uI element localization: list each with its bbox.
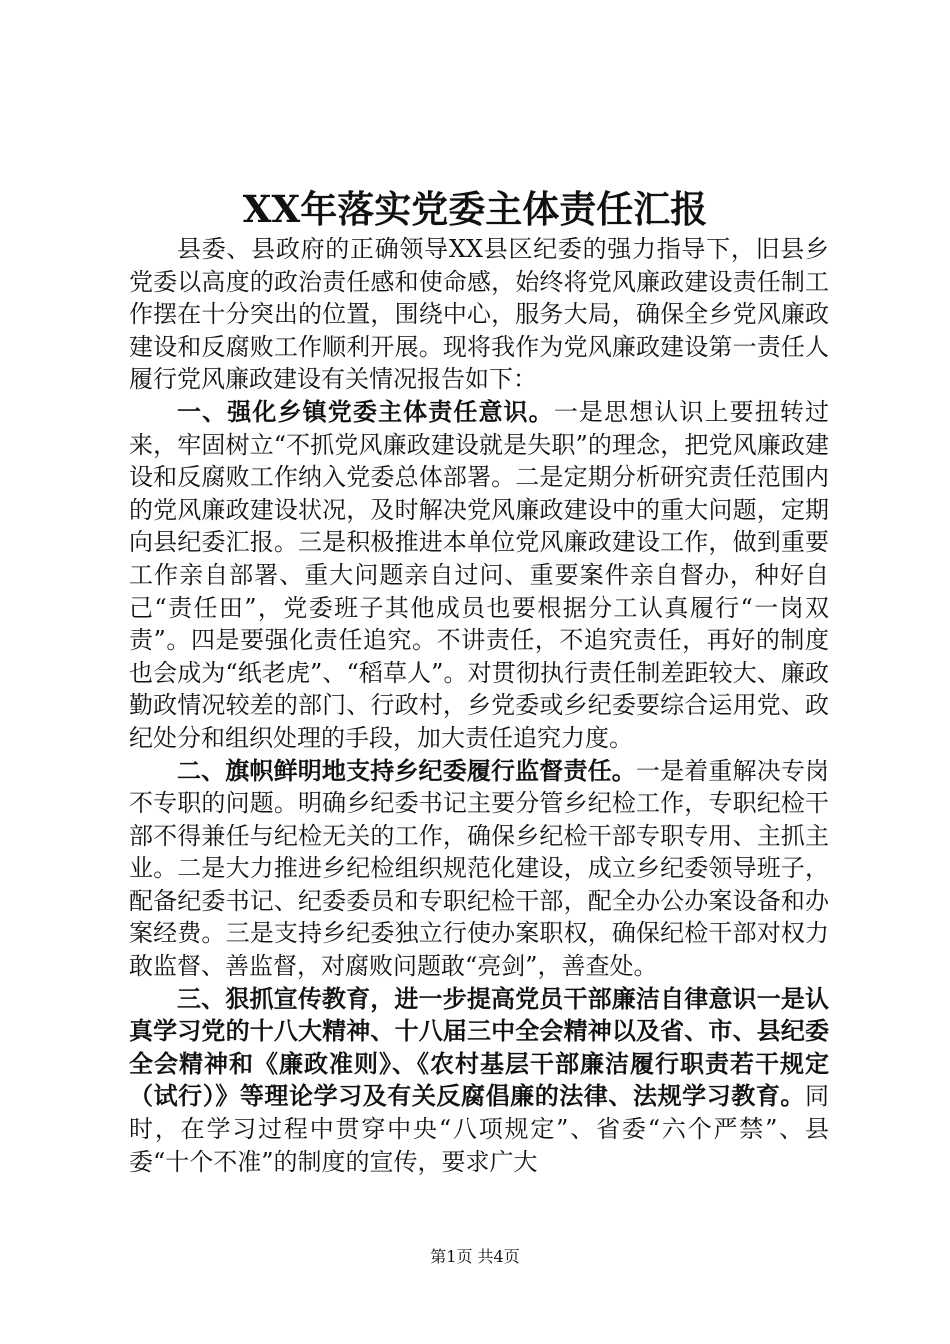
section-3-heading: 三、狠抓宣传教育，进一步提高党员干部廉洁自律意识一是认真学习党的十八大精神、十八届三中全会精神以及省、市、县纪委全会精神和《廉政准则》、《农村基层干部廉洁履行职责若干规定（试行）》等理论学习及有关反腐倡廉的法律、法规学习教育。 bbox=[129, 983, 829, 1111]
document-body bbox=[129, 233, 829, 1178]
section-3-body: 同时，在学习过程中贯穿中央“八项规定”、省委“六个严禁”、县委“十个不准”的制度的宣传，要求广大 bbox=[129, 1082, 829, 1176]
section-2-heading: 二、旗帜鲜明地支持乡纪委履行监督责任。 bbox=[177, 755, 636, 785]
section-3-paragraph bbox=[129, 983, 829, 1179]
section-1-heading: 一、强化乡镇党委主体责任意识。 bbox=[177, 396, 554, 426]
section-2-body: 一是着重解决专岗不专职的问题。明确乡纪委书记主要分管乡纪检工作，专职纪检干部不得兼任与纪检无关的工作，确保乡纪检干部专职专用、主抓主业。二是大力推进乡纪检组织规范化建设，成立乡纪委领导班子，配备纪委书记、纪委委员和专职纪检干部，配全办公办案设备和办案经费。三是支持乡纪委独立行使办案职权，确保纪检干部对权力敢监督、善监督，对腐败问题敢“亮剑”，善查处。 bbox=[129, 756, 829, 981]
section-1-body: 一是思想认识上要扭转过来，牢固树立“不抓党风廉政建设就是失职”的理念，把党风廉政建设和反腐败工作纳入党委总体部署。二是定期分析研究责任范围内的党风廉政建设状况，及时解决党风廉政建设中的重大问题，定期向县纪委汇报。三是积极推进本单位党风廉政建设工作，做到重要工作亲自部署、重大问题亲自过问、重要案件亲自督办，种好自己“责任田”，党委班子其他成员也要根据分工认真履行“一岗双责”。四是要强化责任追究。不讲责任，不追究责任，再好的制度也会成为“纸老虎”、“稻草人”。对贯彻执行责任制差距较大、廉政勤政情况较差的部门、行政村，乡党委或乡纪委要综合运用党、政纪处分和组织处理的手段，加大责任追究力度。 bbox=[129, 397, 830, 752]
page-number-footer: 第1页 共4页 bbox=[430, 1247, 520, 1266]
section-1-paragraph bbox=[129, 396, 829, 755]
intro-paragraph: 县委、县政府的正确领导XX县区纪委的强力指导下，旧县乡党委以高度的政治责任感和使命感，始终将党风廉政建设责任制工作摆在十分突出的位置，围绕中心，服务大局，确保全乡党风廉政建设和反腐败工作顺利开展。现将我作为党风廉政建设第一责任人履行党风廉政建设有关情况报告如下： bbox=[129, 235, 829, 394]
document-title: XX年落实党委主体责任汇报 bbox=[242, 187, 708, 231]
section-2-paragraph bbox=[129, 755, 829, 983]
